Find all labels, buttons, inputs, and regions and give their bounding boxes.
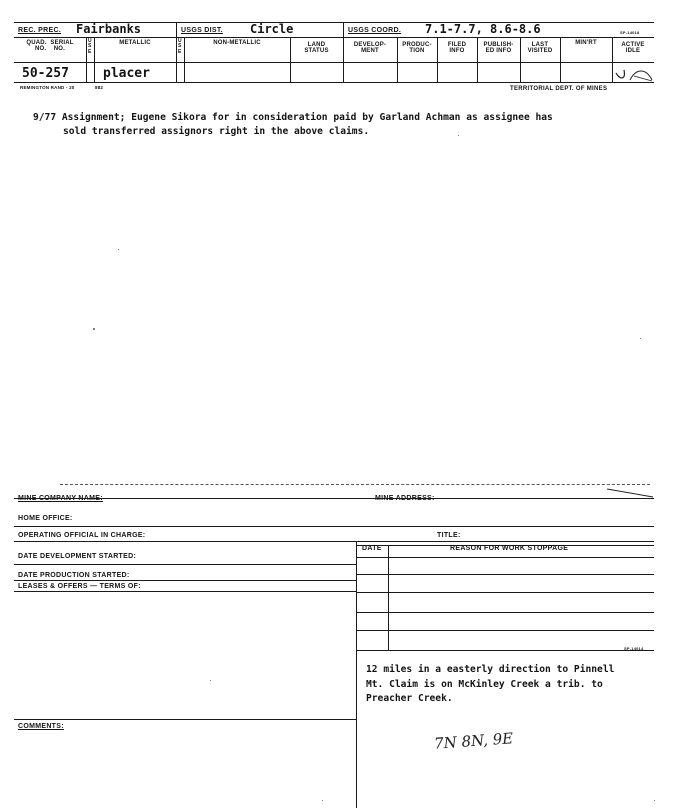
active-mark-scribble: [612, 64, 658, 84]
handwritten-township: 7N 8N, 9E: [433, 729, 514, 753]
note-line-1: 9/77 Assignment; Eugene Sikora for in consideration paid by Garland Achman as assignee has: [33, 112, 553, 123]
usgs-dist-label: USGS DIST.: [181, 27, 223, 34]
date-production-label: DATE PRODUCTION STARTED:: [18, 572, 130, 579]
land-status-label: LAND STATUS: [304, 42, 329, 55]
printer-code: REMINGTON RAND - 20: [20, 85, 75, 90]
comments-label: COMMENTS:: [18, 723, 64, 730]
pen-stroke: [605, 487, 655, 499]
home-office-label: HOME OFFICE:: [18, 515, 73, 522]
usgs-coord-label: USGS COORD.: [348, 27, 402, 34]
note-line-2: sold transferred assignors right in the above claims.: [63, 126, 370, 137]
last-visited-label: LAST VISITED: [527, 42, 553, 55]
mine-company-label: MINE COMPANY NAME:: [18, 495, 103, 502]
form-code-2: SP-14014: [624, 646, 644, 651]
filed-info-label: FILED INFO: [447, 42, 467, 55]
rec-prec-label: REC. PREC.: [18, 27, 62, 34]
date-development-label: DATE DEVELOPMENT STARTED:: [18, 553, 137, 560]
usgs-dist-value: Circle: [250, 22, 294, 36]
mineral-label: MIN'RT: [575, 40, 597, 46]
speck: [640, 338, 641, 339]
form-code: SP-14018: [620, 30, 640, 35]
territorial-dept: TERRITORIAL DEPT. OF MINES: [510, 86, 608, 92]
speck: [458, 135, 459, 136]
quad-serial-label: QUAD. SERIAL NO. NO.: [26, 40, 74, 53]
printer-number: 882: [95, 85, 104, 90]
use-letters-2: U S E: [178, 38, 182, 55]
location-line-2: Mt. Claim is on McKinley Creek a trib. to: [366, 679, 603, 690]
use-letters-1: U S E: [88, 38, 92, 55]
date-col-label: DATE: [362, 545, 382, 552]
speck: [118, 249, 119, 250]
record-serial: 50-257: [22, 66, 69, 81]
leases-label: LEASES & OFFERS — TERMS OF:: [18, 583, 141, 590]
speck: [93, 328, 95, 330]
reason-col-label: REASON FOR WORK STOPPAGE: [450, 545, 569, 552]
speck: [210, 680, 211, 681]
active-idle-label: ACTIVE IDLE: [621, 42, 645, 55]
location-line-3: Preacher Creek.: [366, 693, 453, 704]
speck: [322, 800, 323, 801]
production-label: PRODUC- TION: [402, 42, 432, 55]
title-label: TITLE:: [437, 532, 461, 539]
nonmetallic-label: NON-METALLIC: [213, 40, 261, 46]
rec-prec-value: Fairbanks: [76, 22, 142, 36]
development-label: DEVELOP- MENT: [353, 42, 387, 55]
operating-official-label: OPERATING OFFICIAL IN CHARGE:: [18, 532, 146, 539]
usgs-coord-value: 7.1-7.7, 8.6-8.6: [425, 22, 541, 36]
record-metallic: placer: [103, 66, 150, 81]
location-line-1: 12 miles in a easterly direction to Pinnell: [366, 664, 615, 675]
published-info-label: PUBLISH- ED INFO: [483, 42, 514, 55]
mine-address-label: MINE ADDRESS:: [375, 495, 435, 502]
speck: [654, 800, 655, 801]
metallic-label: METALLIC: [119, 40, 151, 46]
